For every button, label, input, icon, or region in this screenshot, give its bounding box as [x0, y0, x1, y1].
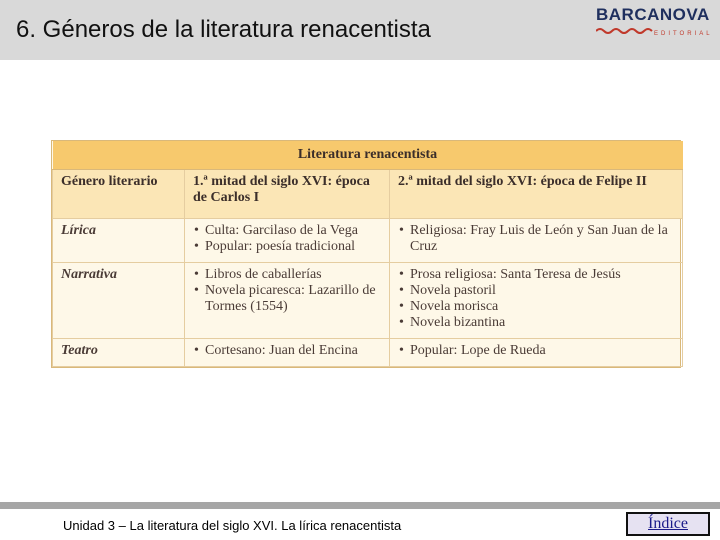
list-item: • Cortesano: Juan del Encina [205, 343, 381, 359]
second-half-cell [390, 263, 683, 339]
list-item: • Novela pastoril [410, 283, 674, 299]
genres-table [52, 141, 683, 367]
list-item: • Novela picaresca: Lazarillo de Tormes (1554) [205, 283, 381, 315]
list-item: • Popular: Lope de Rueda [410, 343, 674, 359]
list-item: • Religiosa: Fray Luis de León y San Juan de la Cruz [410, 223, 674, 255]
list-item: • Libros de caballerías [205, 267, 381, 283]
footer-unit-title: Unidad 3 – La literatura del siglo XVI. La lírica renacentista [63, 518, 402, 533]
list-item: • Novela morisca [410, 299, 674, 315]
logo-name: BARCANOVA [596, 5, 710, 24]
table-row [53, 263, 683, 339]
genre-cell: Narrativa [53, 263, 185, 339]
first-half-cell [185, 263, 390, 339]
literature-table [51, 140, 681, 368]
header-second-half: 2.ª mitad del siglo XVI: época de Felipe II [390, 170, 683, 219]
list-item: • Popular: poesía tradicional [205, 239, 381, 255]
genre-cell: Teatro [53, 339, 185, 367]
barcanova-logo [596, 6, 712, 40]
logo-sub: EDITORIAL [654, 31, 713, 37]
slide-title: 6. Géneros de la literatura renacentista [16, 16, 431, 43]
footer-divider [0, 502, 720, 509]
table-caption: Literatura renacentista [53, 141, 683, 170]
list-item: • Prosa religiosa: Santa Teresa de Jesús [410, 267, 674, 283]
table-header-row [53, 170, 683, 219]
second-half-cell [390, 339, 683, 367]
list-item: • Novela bizantina [410, 315, 674, 331]
first-half-cell [185, 339, 390, 367]
index-button[interactable]: Índice [626, 512, 710, 536]
second-half-cell [390, 219, 683, 263]
header-genre: Género literario [53, 170, 185, 219]
first-half-cell [185, 219, 390, 263]
list-item: • Culta: Garcilaso de la Vega [205, 223, 381, 239]
slide-header [0, 0, 720, 60]
header-first-half: 1.ª mitad del siglo XVI: época de Carlos I [185, 170, 390, 219]
table-row [53, 219, 683, 263]
table-row [53, 339, 683, 367]
genre-cell: Lírica [53, 219, 185, 263]
